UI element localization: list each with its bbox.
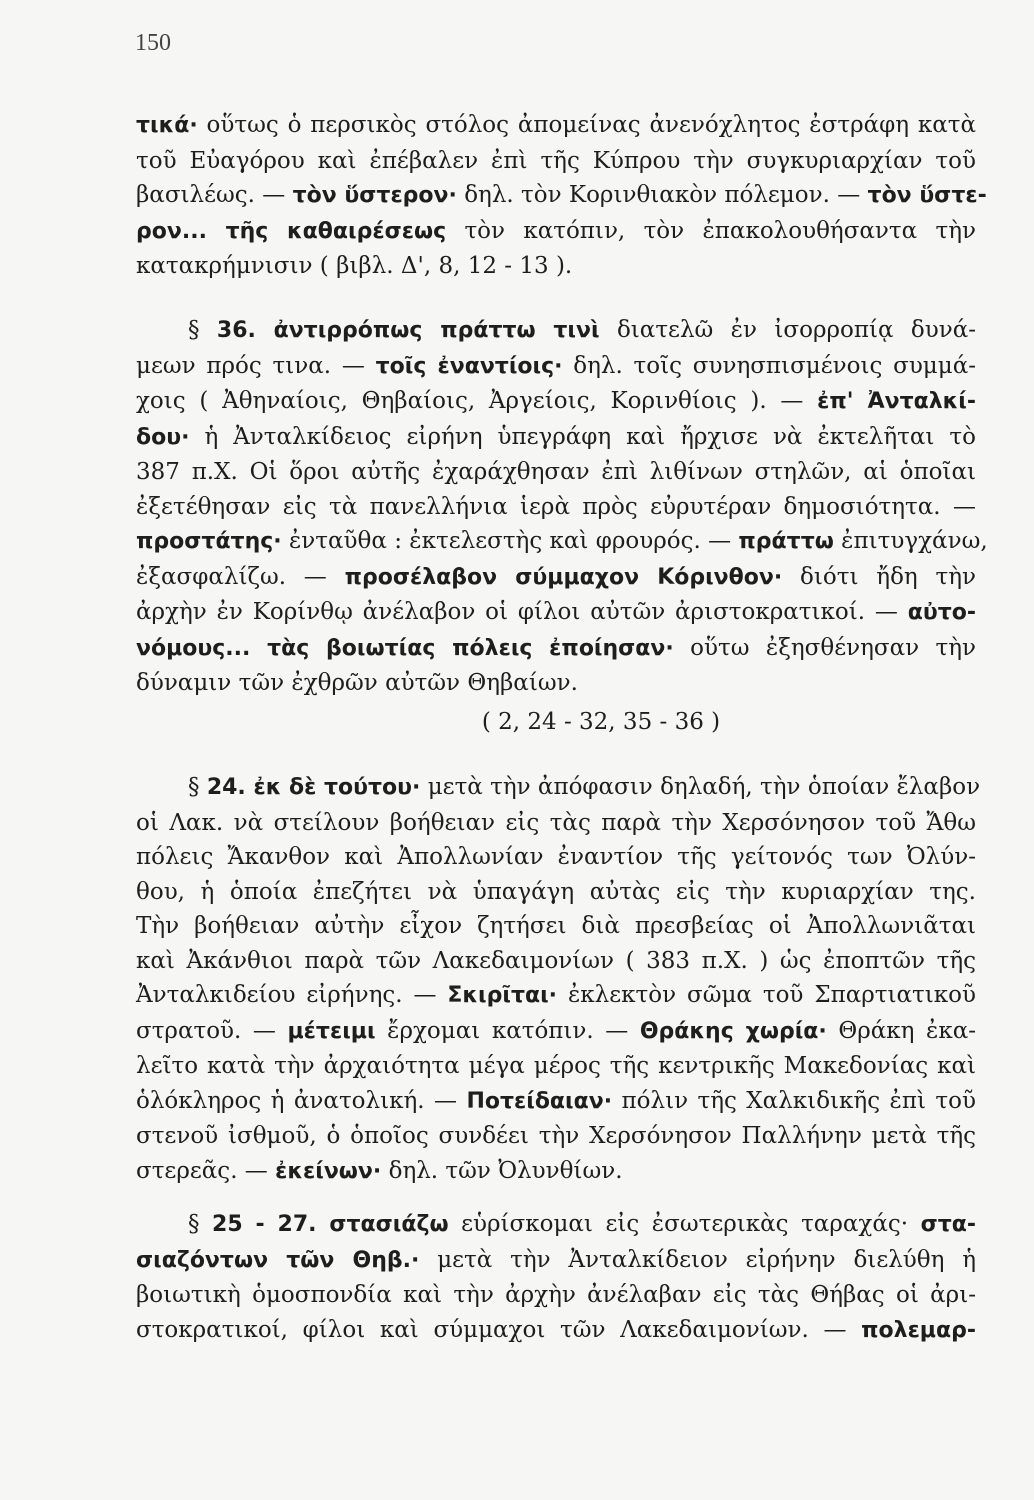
- text-line: [136, 1049, 976, 1084]
- lemma-term: αὐτο-: [907, 600, 976, 625]
- text-run: Ἀνταλκιδείου εἰρήνης. —: [136, 982, 448, 1008]
- text-line: [136, 595, 976, 631]
- text-run: οὕτως ὁ περσικὸς στόλος ἀπομείνας ἀνενόχλητος ἐστράφη κατὰ: [197, 112, 976, 138]
- text-run: θου, ἡ ὁποία ἐπεζήτει νὰ ὑπαγάγη αὐτὰς εἰς τὴν κυριαρχίαν της.: [136, 878, 976, 905]
- text-line: [136, 313, 976, 349]
- text-line: [136, 1014, 976, 1050]
- text-run: μετὰ τὴν ἀπόφασιν δηλαδή, τὴν ὁποίαν ἔλαβον: [420, 774, 981, 800]
- text-run: τοῦ Εὐαγόρου καὶ ἐπέβαλεν ἐπὶ τῆς Κύπρου τὴν συγκυριαρχίαν τοῦ: [136, 147, 976, 174]
- text-run: ἔρχομαι κατόπιν. —: [375, 1017, 640, 1044]
- lemma-term: 25 - 27. στασιάζω: [212, 1212, 449, 1237]
- text-run: πόλιν τῆς Χαλκιδικῆς ἐπὶ τοῦ: [612, 1087, 976, 1114]
- text-run: ἐνταῦθα : ἐκτελεστὴς καὶ φρουρός. —: [281, 528, 739, 554]
- lemma-term: ἐπ' Ἀνταλκί-: [817, 389, 977, 414]
- citation-block: [136, 705, 976, 741]
- text-line: [136, 666, 976, 701]
- lemma-term: στα-: [920, 1212, 976, 1237]
- text-run: ἐξασφαλίζω. —: [136, 563, 345, 590]
- lemma-term: πολεμαρ-: [861, 1317, 976, 1343]
- text-run: τὸν κατόπιν, τὸν ἐπακολουθήσαντα τὴν: [446, 217, 976, 244]
- text-run: δύναμιν τῶν ἐχθρῶν αὐτῶν Θηβαίων.: [136, 670, 578, 696]
- lemma-term: ρον... τῆς καθαιρέσεως: [136, 218, 447, 244]
- lemma-term: τοῖς ἐναντίοις·: [375, 353, 563, 379]
- text-run: στενοῦ ἰσθμοῦ, ὁ ὁποῖος συνδέει τὴν Χερσόνησον Παλλήνην μετὰ τῆς: [136, 1123, 976, 1149]
- text-run: δηλ. τῶν Ὀλυνθίων.: [381, 1157, 623, 1184]
- lemma-term: Ποτείδαιαν·: [466, 1088, 613, 1114]
- lemma-term: μέτειμι: [287, 1018, 376, 1044]
- lemma-term: Θράκης χωρία·: [639, 1018, 827, 1044]
- page-number: 150: [135, 30, 171, 56]
- text-line: [136, 944, 976, 979]
- text-run: διατελῶ ἐν ἰσορροπίᾳ δυνά-: [599, 317, 976, 343]
- text-run: στρατοῦ. —: [136, 1017, 288, 1044]
- text-line: [136, 1313, 976, 1349]
- lemma-term: πράττω: [738, 529, 834, 554]
- text-run: στερεᾶς. —: [136, 1157, 276, 1184]
- text-line: [136, 978, 976, 1014]
- text-line: [136, 524, 988, 560]
- text-run: λεῖτο κατὰ τὴν ἀρχαιότητα μέγα μέρος τῆς κεντρικῆς Μακεδονίας καὶ: [136, 1053, 976, 1079]
- text-run: §: [188, 1211, 213, 1237]
- text-line: [136, 490, 976, 525]
- text-run: ὁλόκληρος ἡ ἀνατολική. —: [136, 1087, 467, 1114]
- text-line: [136, 108, 976, 144]
- text-line: [136, 1243, 976, 1279]
- text-run: ἡ Ἀνταλκίδειος εἰρήνη ὑπεγράφη καὶ ἤρχισε νὰ ἐκτελῆται τὸ: [189, 423, 976, 450]
- text-run: πόλεις Ἄκανθον καὶ Ἀπολλωνίαν ἐναντίον τῆς γείτονός των Ὀλύν-: [136, 844, 976, 870]
- text-line: [136, 560, 976, 596]
- lemma-term: ἐκείνων·: [275, 1158, 382, 1184]
- text-run: στοκρατικοί, φίλοι καὶ σύμμαχοι τῶν Λακεδαιμονίων. —: [136, 1316, 862, 1343]
- text-line: [136, 770, 981, 806]
- text-run: οὕτω ἐξησθένησαν τὴν: [673, 634, 976, 661]
- text-line: [136, 1207, 976, 1243]
- text-line: [136, 1154, 976, 1190]
- text-run: κατακρήμνισιν ( βιβλ. Δ', 8, 12 - 13 ).: [136, 253, 573, 279]
- text-run: βασιλέως. —: [136, 182, 293, 208]
- lemma-term: δου·: [136, 424, 190, 450]
- lemma-term: 36. ἀντιρρόπως πράττω τινὶ: [216, 318, 600, 343]
- text-line: [136, 1084, 976, 1120]
- lemma-term: σιαζόντων τῶν Θηβ.·: [136, 1247, 420, 1273]
- text-line: [136, 420, 976, 456]
- text-run: μετὰ τὴν Ἀνταλκίδειον εἰρήνην διελύθη ἡ: [419, 1246, 977, 1273]
- paragraph-3: [136, 770, 981, 1189]
- text-run: §: [188, 317, 217, 343]
- text-line: [136, 249, 976, 284]
- text-run: διότι ἤδη τὴν: [782, 563, 976, 590]
- lemma-term: Σκιρῖται·: [447, 983, 558, 1008]
- text-line: [136, 144, 976, 179]
- paragraph-1: [136, 108, 987, 284]
- text-line: [136, 1278, 976, 1313]
- text-run: §: [188, 774, 207, 800]
- text-line: [136, 875, 976, 910]
- text-run: ἐπιτυγχάνω,: [833, 528, 988, 554]
- lemma-term: προστάτης·: [136, 529, 282, 554]
- text-line: [136, 840, 976, 875]
- text-line: [136, 1119, 976, 1154]
- text-line: [136, 455, 976, 490]
- text-line: [136, 384, 976, 420]
- citation: ( 2, 24 - 32, 35 - 36 ): [481, 709, 721, 735]
- text-run: Τὴν βοήθειαν αὐτὴν εἶχον ζητήσει διὰ πρεσβείας οἱ Ἀπολλωνιᾶται: [136, 913, 976, 939]
- lemma-term: νόμους... τὰς βοιωτίας πόλεις ἐποίησαν·: [136, 635, 674, 661]
- text-line: [136, 806, 976, 841]
- text-line: [136, 214, 976, 250]
- text-line: [136, 349, 976, 385]
- text-run: καὶ Ἀκάνθιοι παρὰ τῶν Λακεδαιμονίων ( 383 π.Χ. ) ὡς ἐποπτῶν τῆς: [136, 947, 976, 974]
- text-run: μεων πρός τινα. —: [136, 352, 376, 379]
- lemma-term: 24. ἐκ δὲ τούτου·: [206, 775, 421, 800]
- text-line: [136, 909, 976, 944]
- text-line: [136, 178, 987, 214]
- text-run: 387 π.Χ. Οἱ ὅροι αὐτῆς ἐχαράχθησαν ἐπὶ λιθίνων στηλῶν, αἱ ὁποῖαι: [136, 459, 976, 485]
- text-run: ἐκλεκτὸν σῶμα τοῦ Σπαρτιατικοῦ: [557, 982, 976, 1008]
- paragraph-4: [136, 1207, 976, 1348]
- text-line: [136, 631, 976, 667]
- lemma-term: προσέλαβον σύμμαχον Κόρινθον·: [344, 564, 783, 590]
- text-run: χοις ( Ἀθηναίοις, Θηβαίοις, Ἀργείοις, Κορινθίοις ). —: [136, 388, 818, 414]
- text-run: οἱ Λακ. νὰ στείλουν βοήθειαν εἰς τὰς παρὰ τὴν Χερσόνησον τοῦ Ἄθω: [136, 809, 976, 836]
- text-run: εὑρίσκομαι εἰς ἐσωτερικὰς ταραχάς·: [448, 1211, 921, 1237]
- text-run: Θράκη ἐκα-: [826, 1017, 976, 1044]
- text-run: βοιωτικὴ ὁμοσπονδία καὶ τὴν ἀρχὴν ἀνέλαβαν εἰς τὰς Θήβας οἱ ἀρι-: [136, 1282, 976, 1308]
- lemma-term: τικά·: [136, 113, 198, 138]
- text-run: δηλ. τὸν Κορινθιακὸν πόλεμον. —: [456, 182, 868, 208]
- text-run: ἀρχὴν ἐν Κορίνθῳ ἀνέλαβον οἱ φίλοι αὐτῶν ἀριστοκρατικοί. —: [136, 599, 908, 625]
- paragraph-2: [136, 313, 988, 701]
- lemma-term: τὸν ὕστερον·: [292, 183, 457, 208]
- text-run: ἐξετέθησαν εἰς τὰ πανελλήνια ἱερὰ πρὸς εὐρυτέραν δημοσιότητα. —: [136, 493, 976, 520]
- lemma-term: τὸν ὕστε-: [867, 183, 987, 208]
- text-run: δηλ. τοῖς συνησπισμένοις συμμά-: [562, 352, 977, 379]
